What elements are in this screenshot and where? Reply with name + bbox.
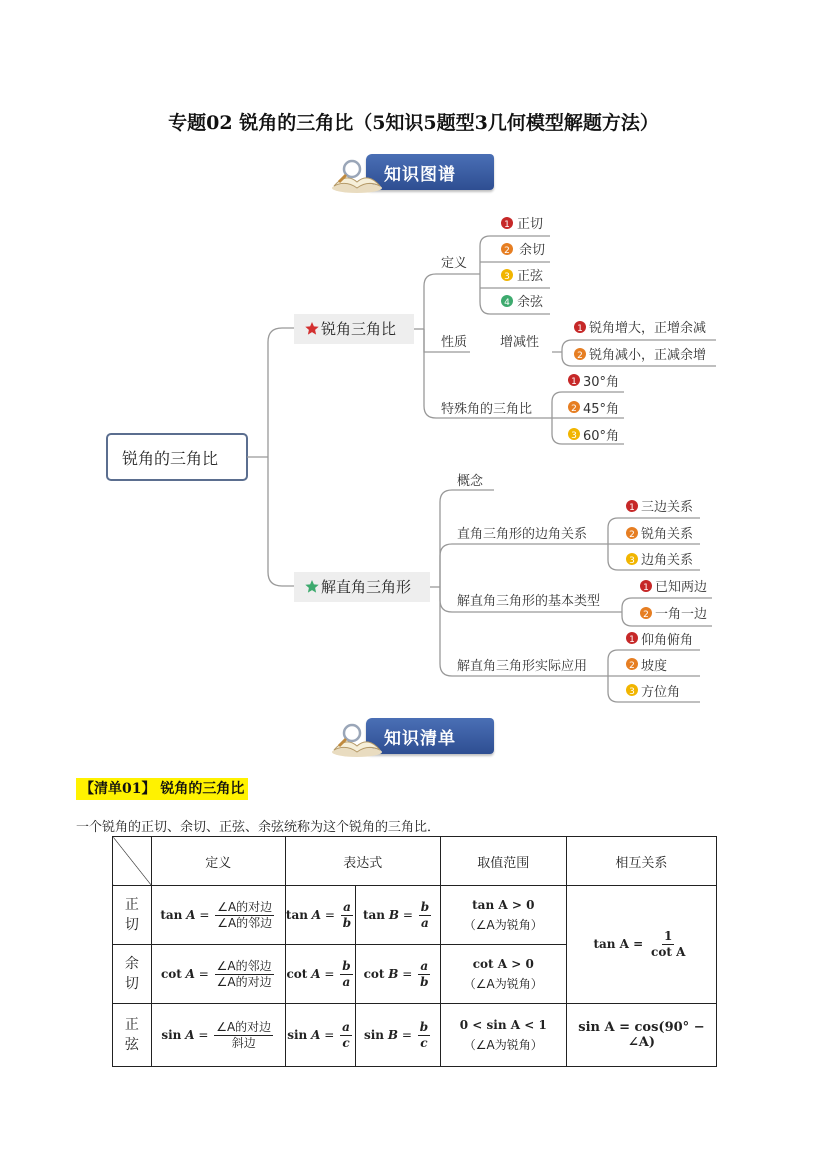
relation-item-1 (626, 499, 693, 515)
svg-text:3: 3 (629, 687, 635, 697)
header-range: 取值范围 (440, 837, 566, 886)
svg-text:1: 1 (643, 583, 649, 593)
concept-label: 概念 (457, 474, 484, 489)
expression-cell-a: tan A = $\frac{a}{b}$ (285, 886, 356, 945)
root-node-label: 锐角的三角比 (122, 449, 219, 468)
special-item-1 (568, 374, 619, 390)
application-item-1 (626, 632, 693, 648)
row-label: 余 切 (113, 945, 152, 1004)
relation-cell-2: sin A = cos(90° − ∠A) (566, 1004, 716, 1067)
definition-cell: cot A = $\frac{\text{∠A的邻边}}{\text{∠A的对边}}$ (151, 945, 285, 1004)
svg-text:锐角增大，正增余减: 锐角增大，正增余减 (589, 321, 707, 336)
svg-text:1: 1 (571, 377, 577, 387)
svg-text:45°角: 45°角 (583, 402, 620, 417)
application-item-3 (626, 684, 680, 700)
table-row (113, 886, 717, 945)
types-item-1 (640, 579, 707, 595)
special-angles-label: 特殊角的三角比 (441, 402, 533, 417)
range-cell: tan A > 0 （∠A为锐角） (440, 886, 566, 945)
row-label: 正 弦 (113, 1004, 152, 1067)
svg-text:3: 3 (504, 272, 510, 282)
book-icon (330, 722, 384, 758)
property-item-2 (574, 347, 706, 363)
relation-cell-1: tan A = $\frac{1}{\text{cot A}}$ (566, 886, 716, 1004)
svg-text:2: 2 (629, 530, 635, 540)
svg-text:余弦: 余弦 (517, 295, 544, 310)
special-item-3 (568, 428, 619, 444)
svg-text:2: 2 (577, 351, 583, 361)
header-expression: 表达式 (285, 837, 440, 886)
definition-cell: tan A = $\frac{\text{∠A的对边}}{\text{∠A的邻边}}$ (151, 886, 285, 945)
table-header-row (113, 837, 717, 886)
svg-text:坡度: 坡度 (641, 659, 668, 674)
application-label: 解直角三角形实际应用 (457, 659, 588, 674)
expression-cell-b: tan B = $\frac{b}{a}$ (356, 886, 440, 945)
trig-ratio-table (112, 836, 717, 1067)
definition-item-3 (501, 269, 544, 284)
branch-1-label: 锐角三角比 (321, 320, 397, 338)
definition-label: 定义 (441, 256, 468, 271)
application-item-2 (626, 658, 667, 674)
svg-text:3: 3 (629, 556, 635, 566)
corner-cell (113, 837, 152, 886)
relation-item-3 (626, 552, 693, 568)
page-title: 专题02 锐角的三角比（5知识5题型3几何模型解题方法） (168, 112, 659, 134)
relation-label: 直角三角形的边角关系 (457, 527, 588, 542)
range-cell: cot A > 0 （∠A为锐角） (440, 945, 566, 1004)
checklist-banner (330, 716, 495, 760)
svg-text:2: 2 (571, 404, 577, 414)
expression-cell-a: cot A = $\frac{b}{a}$ (285, 945, 356, 1004)
property-label: 性质 (441, 335, 468, 350)
expression-cell-b: cot B = $\frac{a}{b}$ (356, 945, 440, 1004)
svg-text:1: 1 (629, 503, 635, 513)
definition-cell: sin A = $\frac{\text{∠A的对边}}{\text{斜边}}$ (151, 1004, 285, 1067)
svg-text:2: 2 (643, 610, 649, 620)
svg-text:30°角: 30°角 (583, 375, 620, 390)
svg-text:一角一边: 一角一边 (655, 607, 708, 622)
row-label: 正 切 (113, 886, 152, 945)
svg-text:1: 1 (504, 220, 510, 230)
relation-item-2 (626, 527, 693, 542)
svg-text:三边关系: 三边关系 (641, 500, 694, 515)
expression-cell-b: sin B = $\frac{b}{c}$ (356, 1004, 440, 1067)
section-heading: 【清单01】 锐角的三角比 (76, 778, 248, 800)
svg-text:锐角关系: 锐角关系 (641, 527, 694, 542)
svg-text:2: 2 (504, 246, 510, 256)
range-cell: 0 < sin A < 1 （∠A为锐角） (440, 1004, 566, 1067)
svg-text:1: 1 (577, 324, 583, 334)
definition-item-2 (501, 243, 545, 258)
banner-text: 知识图谱 (384, 165, 456, 185)
svg-text:边角关系: 边角关系 (641, 553, 694, 568)
monotonicity-label: 增减性 (500, 335, 540, 350)
svg-text:余切: 余切 (519, 243, 546, 258)
book-icon (330, 158, 384, 194)
expression-cell-a: sin A = $\frac{a}{c}$ (285, 1004, 356, 1067)
svg-text:已知两边: 已知两边 (655, 580, 708, 595)
svg-text:60°角: 60°角 (583, 429, 620, 444)
svg-text:仰角俯角: 仰角俯角 (641, 633, 694, 648)
branch-2-label: 解直角三角形 (321, 578, 412, 596)
svg-text:锐角减小，正减余增: 锐角减小，正减余增 (589, 348, 707, 363)
definition-item-1 (501, 217, 543, 232)
svg-text:正弦: 正弦 (517, 269, 544, 284)
types-item-2 (640, 606, 707, 622)
banner-text: 知识清单 (384, 729, 456, 749)
svg-text:3: 3 (571, 431, 577, 441)
table-row (113, 1004, 717, 1067)
mindmap-banner (330, 152, 495, 196)
svg-text:2: 2 (629, 661, 635, 671)
svg-text:4: 4 (504, 298, 510, 308)
special-item-2 (568, 401, 619, 417)
definition-item-4 (501, 295, 544, 310)
header-relation: 相互关系 (566, 837, 716, 886)
header-definition: 定义 (151, 837, 285, 886)
section-intro: 一个锐角的正切、余切、正弦、余弦统称为这个锐角的三角比． (76, 820, 441, 835)
svg-text:正切: 正切 (517, 217, 544, 232)
svg-text:1: 1 (629, 635, 635, 645)
svg-text:方位角: 方位角 (641, 685, 681, 700)
types-label: 解直角三角形的基本类型 (457, 594, 601, 609)
property-item-1 (574, 320, 706, 336)
